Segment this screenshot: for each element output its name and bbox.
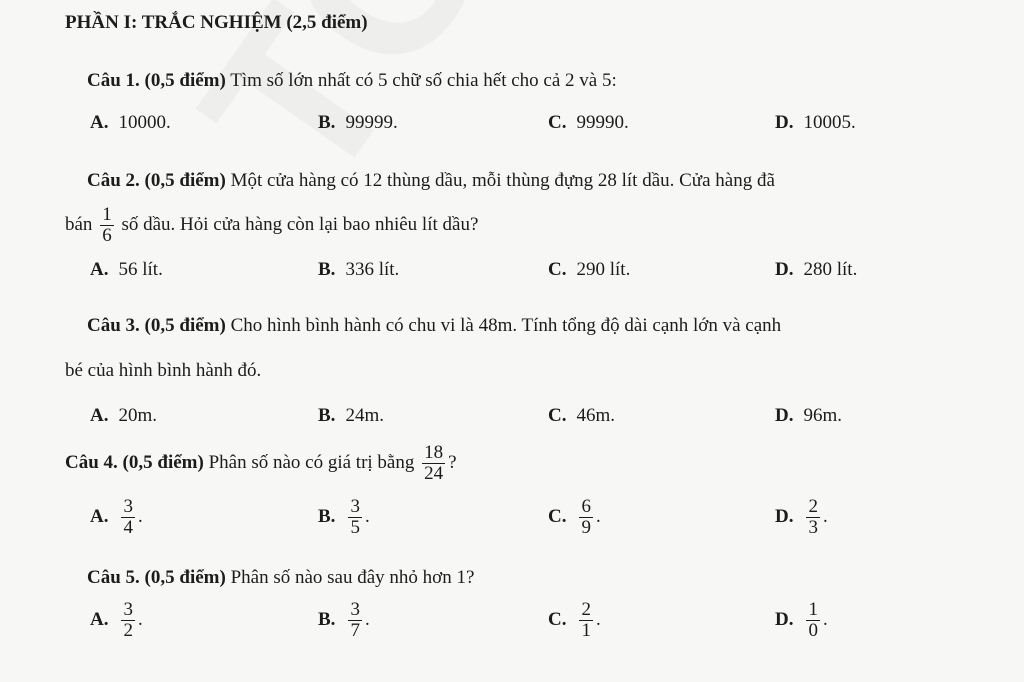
question-label: Câu 2. xyxy=(87,170,140,191)
question-text: Cho hình bình hành có chu vi là 48m. Tính tổng độ dài cạnh lớn và cạnh xyxy=(230,315,782,336)
q1-option-d[interactable]: D. 10005. xyxy=(775,112,856,133)
q4-option-b[interactable]: B. $\frac{3}{5}$ . xyxy=(318,496,370,538)
question-text: Phân số nào sau đây nhỏ hơn 1? xyxy=(230,567,475,588)
question-text: Phân số nào có giá trị bằng xyxy=(208,451,415,473)
question-text: Một cửa hàng có 12 thùng dầu, mỗi thùng đựng 28 lít dầu. Cửa hàng đã xyxy=(230,170,775,191)
question-text: Tìm số lớn nhất có 5 chữ số chia hết cho cả 2 và 5: xyxy=(230,70,617,91)
question-points: (0,5 điểm) xyxy=(144,567,226,588)
fraction: $\frac{1}{6}$ xyxy=(102,204,112,246)
question-label: Câu 5. xyxy=(87,567,140,588)
q2-option-a[interactable]: A. 56 lít. xyxy=(90,259,163,280)
q5-option-c[interactable]: C. $\frac{2}{1}$ . xyxy=(548,599,601,641)
question-4: Câu 4. (0,5 điểm) Phân số nào có giá trị bằng $\frac{18}{24}$ ? xyxy=(65,442,457,484)
q3-option-d[interactable]: D. 96m. xyxy=(775,405,843,426)
question-points: (0,5 điểm) xyxy=(144,170,226,191)
question-label: Câu 1. xyxy=(87,70,140,91)
q3-option-c[interactable]: C. 46m. xyxy=(548,405,616,426)
q3-option-b[interactable]: B. 24m. xyxy=(318,405,384,426)
question-points: (0,5 điểm) xyxy=(144,315,226,336)
q5-option-d[interactable]: D. $\frac{1}{0}$ . xyxy=(775,599,828,641)
question-points: (0,5 điểm) xyxy=(144,70,226,91)
section-title: PHẦN I: TRẮC NGHIỆM (2,5 điểm) xyxy=(65,12,368,33)
q1-option-b[interactable]: B. 99999. xyxy=(318,112,398,133)
q5-option-a[interactable]: A. $\frac{3}{2}$ . xyxy=(90,599,143,641)
question-1 xyxy=(87,70,617,92)
q4-option-c[interactable]: C. $\frac{6}{9}$ . xyxy=(548,496,601,538)
question-2-continued: bán $\frac{1}{6}$ số dầu. Hỏi cửa hàng còn lại bao nhiêu lít dầu? xyxy=(65,204,479,246)
question-3-continued: bé của hình bình hành đó. xyxy=(65,360,262,381)
question-label: Câu 3. xyxy=(87,315,140,336)
q4-option-a[interactable]: A. $\frac{3}{4}$ . xyxy=(90,496,143,538)
q4-option-d[interactable]: D. $\frac{2}{3}$ . xyxy=(775,496,828,538)
q3-option-a[interactable]: A. 20m. xyxy=(90,405,158,426)
q1-option-a[interactable]: A. 10000. xyxy=(90,112,171,133)
q1-option-c[interactable]: C. 99990. xyxy=(548,112,629,133)
question-points: (0,5 điểm) xyxy=(122,451,204,473)
q2-option-d[interactable]: D. 280 lít. xyxy=(775,259,858,280)
question-label: Câu 4. xyxy=(65,451,118,473)
q5-option-b[interactable]: B. $\frac{3}{7}$ . xyxy=(318,599,370,641)
question-5 xyxy=(87,567,474,589)
question-3 xyxy=(87,315,781,337)
question-2 xyxy=(87,170,775,192)
fraction: $\frac{18}{24}$ xyxy=(424,442,444,484)
q2-option-c[interactable]: C. 290 lít. xyxy=(548,259,631,280)
q2-option-b[interactable]: B. 336 lít. xyxy=(318,259,400,280)
